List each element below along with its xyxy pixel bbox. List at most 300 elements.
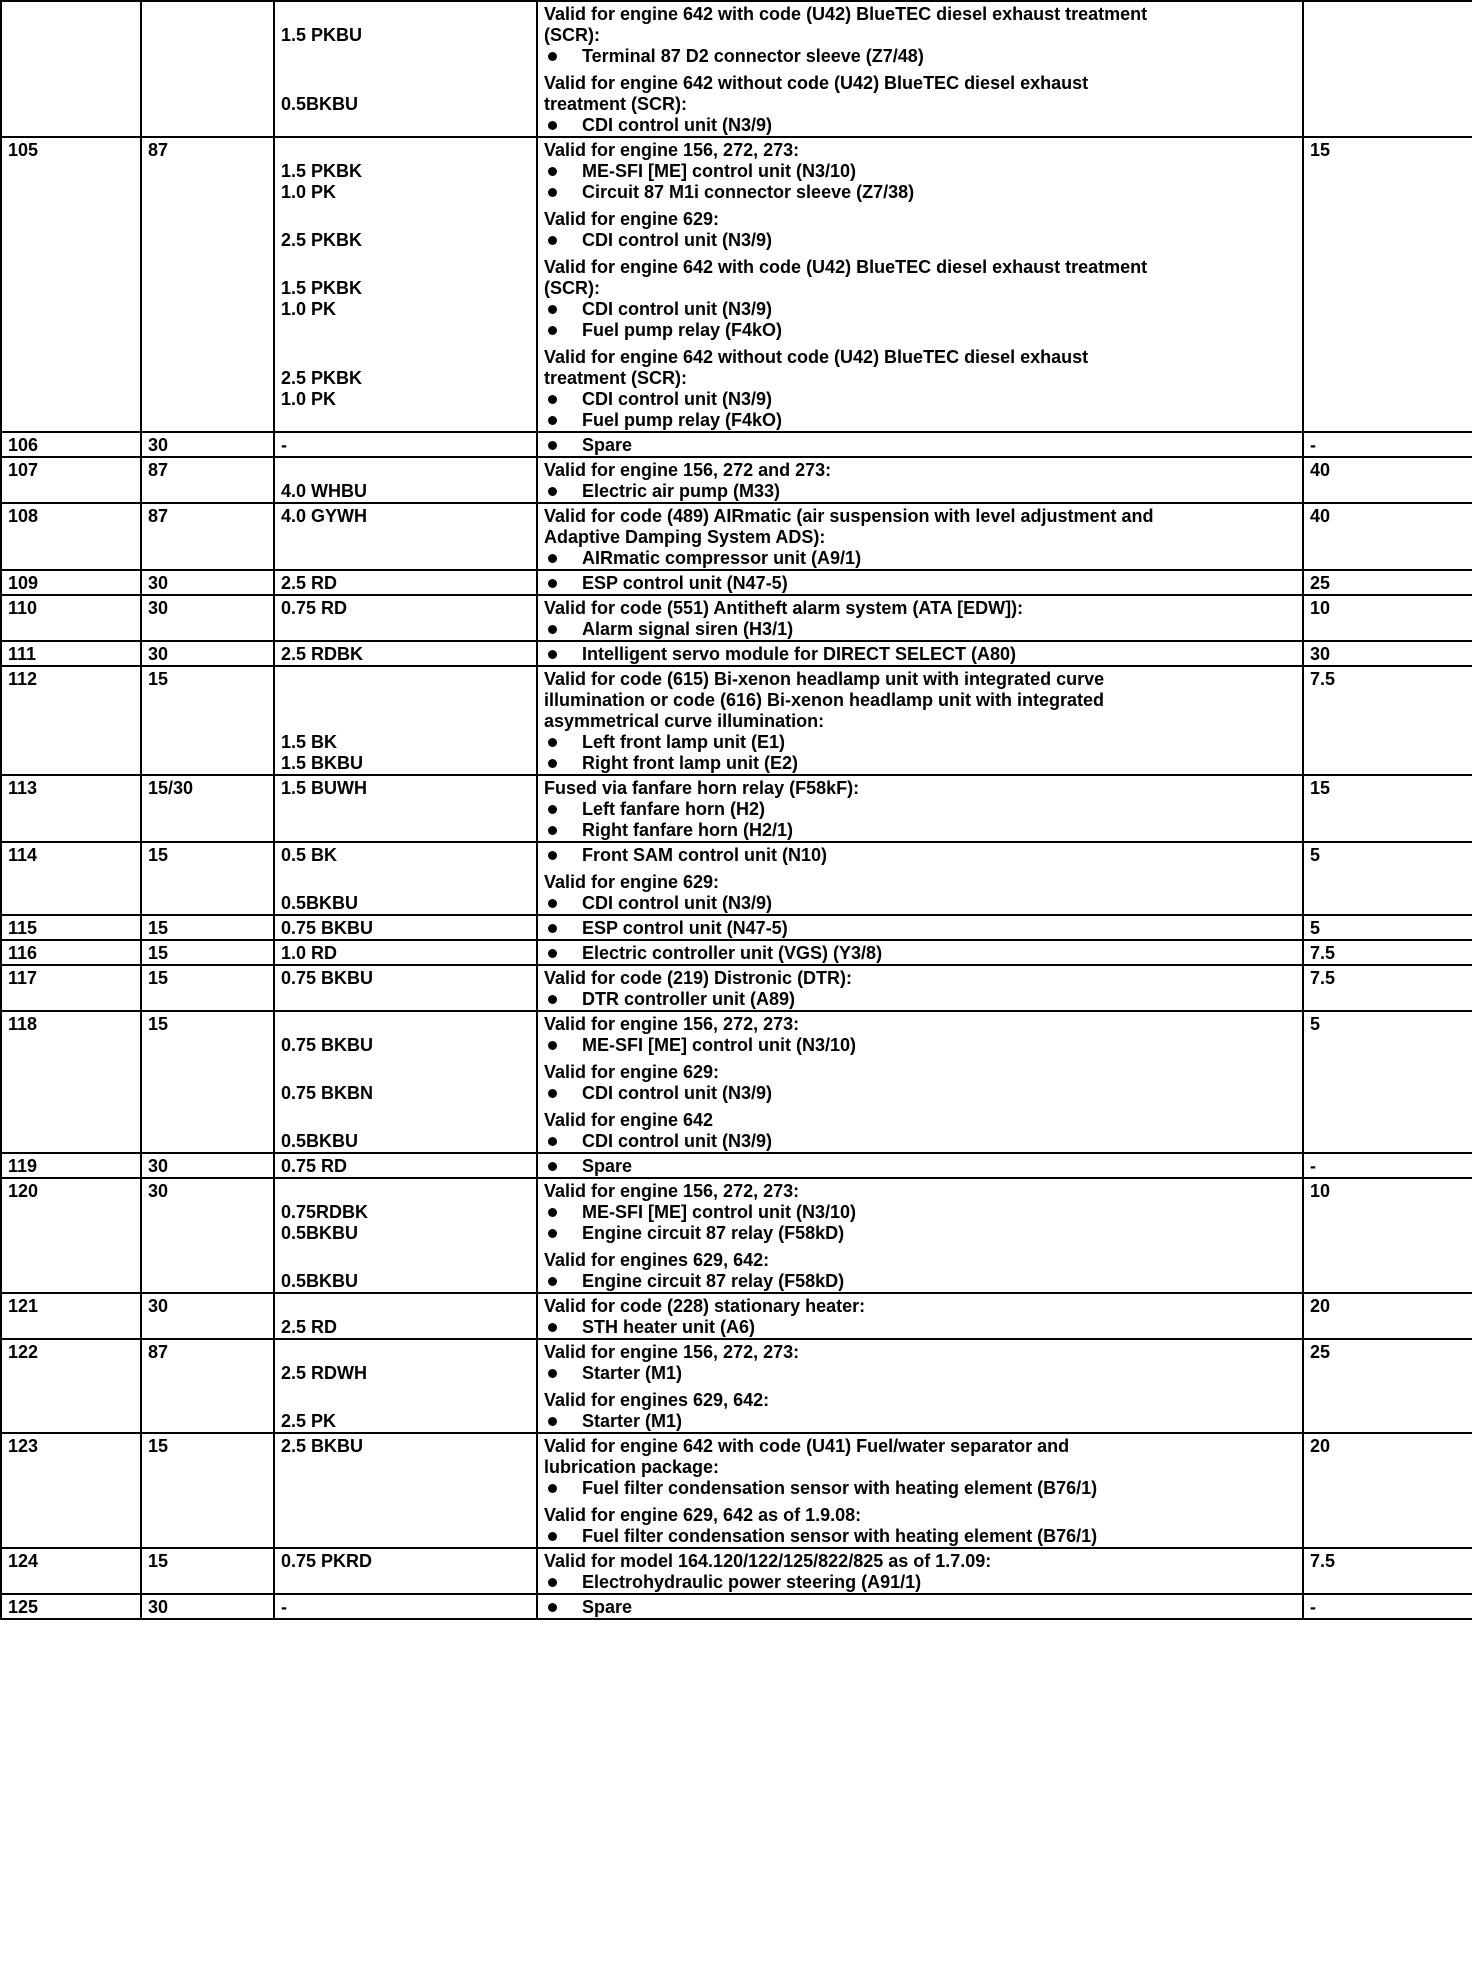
fuse-row [1,1,1472,137]
terminal-cell: 15 [141,842,274,915]
wire-color-cell [274,1339,537,1433]
consumer-label: Electric air pump (M33) [582,481,781,501]
wire-color-cell [274,1433,537,1548]
fuse-number-cell [1,1,141,137]
amperage-cell: 7.5 [1303,1548,1472,1594]
validity-condition: Valid for code (615) Bi-xenon headlamp unit with integrated curve [544,669,1105,689]
consumer-item [544,299,1296,320]
fuse-number-cell: 119 [1,1153,141,1178]
fuse-row [1,1548,1472,1594]
wire-spec [281,4,530,25]
validity-condition: lubrication package: [544,1457,720,1477]
wire-color-cell [274,1293,537,1339]
wire-spec: 0.75 BKBU [281,1035,374,1055]
wire-spec: 0.5BKBU [281,1223,359,1243]
consumer-item [544,161,1296,182]
wire-spec: 1.0 PK [281,182,337,202]
bullet-icon [548,650,557,659]
consumer-label: Left front lamp unit (E1) [582,732,785,752]
fuse-row [1,666,1472,775]
consumer-label: Front SAM control unit (N10) [582,845,827,865]
validity-condition: Valid for engine 156, 272 and 273: [544,460,832,480]
consumer-item [544,435,1296,456]
wire-spec [281,711,530,732]
bullet-icon [548,899,557,908]
consumer-item [544,548,1296,569]
amperage-cell: 30 [1303,641,1472,666]
fuse-row [1,1339,1472,1433]
terminal-cell: 15 [141,1011,274,1153]
wire-color-cell [274,775,537,842]
consumer-label: Spare [582,1597,633,1617]
validity-condition: (SCR): [544,278,600,298]
terminal-cell: 15 [141,940,274,965]
validity-condition: Adaptive Damping System ADS): [544,527,826,547]
terminal-cell: 30 [141,595,274,641]
fuse-row [1,965,1472,1011]
fuse-number-cell: 121 [1,1293,141,1339]
consumer-item [544,389,1296,410]
consumer-item [544,1202,1296,1223]
fuse-row [1,457,1472,503]
consumer-item [544,1411,1296,1432]
consumer-description-cell [537,1,1303,137]
wire-color-cell [274,137,537,432]
amperage-cell: 25 [1303,570,1472,595]
wire-spec [281,1526,530,1547]
bullet-icon [548,1484,557,1493]
wire-spec [281,1110,530,1131]
consumer-label: CDI control unit (N3/9) [582,1131,772,1151]
wire-color-cell [274,457,537,503]
consumer-label: CDI control unit (N3/9) [582,893,772,913]
wire-color-cell [274,503,537,570]
validity-condition: Fused via fanfare horn relay (F58kF): [544,778,860,798]
consumer-label: Circuit 87 M1i connector sleeve (Z7/38) [582,182,915,202]
consumer-description-cell [537,1178,1303,1293]
wire-spec: 2.5 RDWH [281,1363,368,1383]
consumer-label: Electric controller unit (VGS) (Y3/8) [582,943,883,963]
terminal-cell [141,1,274,137]
consumer-item [544,753,1296,774]
bullet-icon [548,1323,557,1332]
wire-spec: 0.75 RD [281,598,348,618]
wire-spec: 1.5 PKBK [281,161,363,181]
validity-condition: Valid for engine 629, 642 as of 1.9.08: [544,1505,862,1525]
consumer-item [544,410,1296,431]
wire-spec: 1.5 PKBU [281,25,363,45]
consumer-label: AIRmatic compressor unit (A9/1) [582,548,862,568]
amperage-cell: 20 [1303,1293,1472,1339]
consumer-description-cell [537,915,1303,940]
wire-color-cell [274,432,537,457]
bullet-icon [548,579,557,588]
fuse-number-cell: 125 [1,1594,141,1619]
consumer-label: Fuel filter condensation sensor with heating element (B76/1) [582,1526,1098,1546]
consumer-label: Terminal 87 D2 connector sleeve (Z7/48) [582,46,924,66]
wire-color-cell [274,595,537,641]
fuse-row [1,940,1472,965]
terminal-cell: 87 [141,457,274,503]
consumer-label: Electrohydraulic power steering (A91/1) [582,1572,922,1592]
bullet-icon [548,1137,557,1146]
validity-condition: Valid for code (489) AIRmatic (air suspension with level adjustment and [544,506,1154,526]
fuse-row [1,1594,1472,1619]
wire-spec [281,548,530,569]
consumer-label: ME-SFI [ME] control unit (N3/10) [582,161,856,181]
wire-spec: 0.5BKBU [281,94,359,114]
terminal-cell: 30 [141,1594,274,1619]
terminal-cell: 15 [141,915,274,940]
consumer-label: Fuel filter condensation sensor with heating element (B76/1) [582,1478,1098,1498]
fuse-row [1,1293,1472,1339]
consumer-item [544,1271,1296,1292]
bullet-icon [548,1208,557,1217]
consumer-item [544,46,1296,67]
wire-spec [281,46,530,67]
wire-spec [281,690,530,711]
wire-spec [281,320,530,341]
consumer-item [544,1317,1296,1338]
amperage-cell: 7.5 [1303,940,1472,965]
bullet-icon [548,1578,557,1587]
validity-condition: Valid for engine 629: [544,872,720,892]
wire-color-cell [274,842,537,915]
amperage-cell [1303,1,1472,137]
consumer-label: Alarm signal siren (H3/1) [582,619,794,639]
consumer-item [544,619,1296,640]
wire-color-cell [274,940,537,965]
amperage-cell: 15 [1303,775,1472,842]
wire-spec [281,669,530,690]
wire-spec: 0.75RDBK [281,1202,369,1222]
wire-spec [281,872,530,893]
bullet-icon [548,1162,557,1171]
bullet-icon [548,52,557,61]
validity-condition: Valid for engine 642 with code (U42) BlueTEC diesel exhaust treatment [544,257,1148,277]
consumer-item [544,820,1296,841]
wire-spec: 1.0 PK [281,389,337,409]
consumer-description-cell [537,1339,1303,1433]
consumer-item [544,1363,1296,1384]
fuse-row [1,595,1472,641]
validity-condition: Valid for engine 629: [544,209,720,229]
wire-spec: 2.5 RDBK [281,644,364,664]
wire-color-cell [274,1594,537,1619]
consumer-item [544,573,1296,594]
consumer-item [544,1156,1296,1177]
amperage-cell: 25 [1303,1339,1472,1433]
validity-condition: Valid for engine 156, 272, 273: [544,1342,800,1362]
consumer-description-cell [537,641,1303,666]
consumer-description-cell [537,965,1303,1011]
wire-spec: 1.5 BKBU [281,753,364,773]
bullet-icon [548,625,557,634]
amperage-cell: 7.5 [1303,666,1472,775]
consumer-item [544,989,1296,1010]
consumer-item [544,1572,1296,1593]
fuse-row [1,1011,1472,1153]
fuse-number-cell: 112 [1,666,141,775]
wire-color-cell [274,915,537,940]
bullet-icon [548,395,557,404]
wire-spec [281,1572,530,1593]
wire-spec: 1.5 BUWH [281,778,368,798]
consumer-item [544,1478,1296,1499]
wire-spec [281,527,530,548]
wire-color-cell [274,666,537,775]
fuse-row [1,432,1472,457]
validity-condition: Valid for engine 156, 272, 273: [544,1014,800,1034]
consumer-description-cell [537,457,1303,503]
terminal-cell: 30 [141,1293,274,1339]
fuse-number-cell: 107 [1,457,141,503]
consumer-description-cell [537,1011,1303,1153]
wire-spec [281,257,530,278]
terminal-cell: 30 [141,1153,274,1178]
consumer-label: Spare [582,435,633,455]
wire-spec: 2.5 PKBK [281,230,363,250]
fuse-row [1,775,1472,842]
fuse-number-cell: 124 [1,1548,141,1594]
validity-condition: Valid for engine 642 [544,1110,714,1130]
consumer-label: Engine circuit 87 relay (F58kD) [582,1271,845,1291]
consumer-label: CDI control unit (N3/9) [582,389,772,409]
consumer-item [544,115,1296,136]
amperage-cell: 20 [1303,1433,1472,1548]
wire-color-cell [274,965,537,1011]
consumer-description-cell [537,842,1303,915]
consumer-label: ME-SFI [ME] control unit (N3/10) [582,1035,856,1055]
consumer-item [544,644,1296,665]
amperage-cell: - [1303,1153,1472,1178]
fuse-number-cell: 116 [1,940,141,965]
wire-spec: 2.5 BKBU [281,1436,364,1456]
consumer-description-cell [537,1433,1303,1548]
consumer-item [544,732,1296,753]
consumer-item [544,943,1296,964]
wire-spec [281,1296,530,1317]
terminal-cell: 30 [141,641,274,666]
consumer-description-cell [537,1548,1303,1594]
consumer-description-cell [537,1153,1303,1178]
consumer-item [544,1035,1296,1056]
amperage-cell: 5 [1303,842,1472,915]
wire-spec: - [281,435,287,455]
wire-spec: 0.75 BKBU [281,968,374,988]
bullet-icon [548,995,557,1004]
wire-spec [281,347,530,368]
consumer-item [544,320,1296,341]
wire-spec [281,73,530,94]
consumer-label: ME-SFI [ME] control unit (N3/10) [582,1202,856,1222]
fuse-number-cell: 114 [1,842,141,915]
terminal-cell: 30 [141,432,274,457]
bullet-icon [548,236,557,245]
amperage-cell: 10 [1303,595,1472,641]
wire-spec [281,460,530,481]
wire-spec: 0.5BKBU [281,1271,359,1291]
fuse-number-cell: 113 [1,775,141,842]
consumer-label: CDI control unit (N3/9) [582,1083,772,1103]
bullet-icon [548,305,557,314]
consumer-description-cell [537,940,1303,965]
bullet-icon [548,416,557,425]
consumer-label: Fuel pump relay (F4kO) [582,320,783,340]
wire-spec [281,115,530,136]
terminal-cell: 30 [141,1178,274,1293]
consumer-label: STH heater unit (A6) [582,1317,756,1337]
wire-spec: 0.75 RD [281,1156,348,1176]
wire-spec: 0.75 BKBU [281,918,374,938]
consumer-item [544,481,1296,502]
bullet-icon [548,924,557,933]
fuse-number-cell: 109 [1,570,141,595]
bullet-icon [548,851,557,860]
wire-spec [281,1062,530,1083]
consumer-item [544,1223,1296,1244]
wire-spec [281,799,530,820]
bullet-icon [548,1089,557,1098]
wire-color-cell [274,641,537,666]
consumer-item [544,230,1296,251]
consumer-label: Right fanfare horn (H2/1) [582,820,794,840]
consumer-description-cell [537,137,1303,432]
bullet-icon [548,1532,557,1541]
fuse-row [1,915,1472,940]
wire-spec [281,1014,530,1035]
fuse-number-cell: 120 [1,1178,141,1293]
wire-spec [281,1390,530,1411]
validity-condition: Valid for model 164.120/122/125/822/825 as of 1.7.09: [544,1551,992,1571]
amperage-cell: - [1303,432,1472,457]
amperage-cell: 5 [1303,1011,1472,1153]
wire-spec: 0.75 PKRD [281,1551,373,1571]
consumer-item [544,918,1296,939]
amperage-cell: - [1303,1594,1472,1619]
consumer-item [544,1131,1296,1152]
wire-spec: 2.5 RD [281,1317,338,1337]
amperage-cell: 15 [1303,137,1472,432]
wire-spec [281,1457,530,1478]
validity-condition: Valid for code (228) stationary heater: [544,1296,866,1316]
bullet-icon [548,1041,557,1050]
validity-condition: treatment (SCR): [544,94,688,114]
wire-spec: 0.5 BK [281,845,338,865]
bullet-icon [548,1603,557,1612]
bullet-icon [548,554,557,563]
bullet-icon [548,949,557,958]
consumer-item [544,845,1296,866]
consumer-label: ESP control unit (N47-5) [582,573,788,593]
terminal-cell: 15 [141,965,274,1011]
validity-condition: Valid for engine 642 with code (U42) BlueTEC diesel exhaust treatment [544,4,1148,24]
wire-color-cell [274,570,537,595]
bullet-icon [548,167,557,176]
validity-condition: (SCR): [544,25,600,45]
consumer-label: Left fanfare horn (H2) [582,799,766,819]
consumer-label: Fuel pump relay (F4kO) [582,410,783,430]
validity-condition: Valid for engine 642 without code (U42) BlueTEC diesel exhaust [544,73,1089,93]
consumer-description-cell [537,775,1303,842]
consumer-label: ESP control unit (N47-5) [582,918,788,938]
wire-spec: 2.5 PKBK [281,368,363,388]
consumer-label: CDI control unit (N3/9) [582,115,772,135]
wire-spec [281,140,530,161]
amperage-cell: 10 [1303,1178,1472,1293]
terminal-cell: 87 [141,503,274,570]
bullet-icon [548,188,557,197]
consumer-description-cell [537,432,1303,457]
validity-condition: Valid for engines 629, 642: [544,1390,770,1410]
bullet-icon [548,1369,557,1378]
amperage-cell: 40 [1303,457,1472,503]
validity-condition: Valid for code (551) Antitheft alarm system (ATA [EDW]): [544,598,1024,618]
validity-condition: Valid for engine 642 without code (U42) BlueTEC diesel exhaust [544,347,1089,367]
wire-spec [281,820,530,841]
amperage-cell: 7.5 [1303,965,1472,1011]
fuse-number-cell: 115 [1,915,141,940]
consumer-item [544,1597,1296,1618]
wire-spec [281,1181,530,1202]
consumer-label: CDI control unit (N3/9) [582,299,772,319]
fuse-row [1,641,1472,666]
wire-color-cell [274,1153,537,1178]
validity-condition: Valid for engine 156, 272, 273: [544,140,800,160]
consumer-description-cell [537,666,1303,775]
consumer-description-cell [537,503,1303,570]
terminal-cell: 15 [141,1548,274,1594]
fuse-number-cell: 110 [1,595,141,641]
bullet-icon [548,738,557,747]
wire-spec: 0.5BKBU [281,893,359,913]
fuse-row [1,1433,1472,1548]
bullet-icon [548,805,557,814]
consumer-label: DTR controller unit (A89) [582,989,796,1009]
fuse-row [1,842,1472,915]
wire-spec [281,1342,530,1363]
wire-spec [281,619,530,640]
consumer-item [544,893,1296,914]
wire-spec [281,989,530,1010]
wire-spec: 4.0 WHBU [281,481,368,501]
wire-spec: 2.5 RD [281,573,338,593]
wire-color-cell [274,1,537,137]
validity-condition: Valid for engine 156, 272, 273: [544,1181,800,1201]
fuse-number-cell: 117 [1,965,141,1011]
wire-spec: 1.5 PKBK [281,278,363,298]
consumer-label: CDI control unit (N3/9) [582,230,772,250]
validity-condition: Valid for engine 629: [544,1062,720,1082]
bullet-icon [548,759,557,768]
fuse-number-cell: 108 [1,503,141,570]
terminal-cell: 15 [141,666,274,775]
fuse-number-cell: 105 [1,137,141,432]
consumer-item [544,799,1296,820]
bullet-icon [548,1277,557,1286]
wire-spec [281,410,530,431]
terminal-cell: 15 [141,1433,274,1548]
wire-color-cell [274,1548,537,1594]
validity-condition: Valid for engines 629, 642: [544,1250,770,1270]
fuse-row [1,137,1472,432]
bullet-icon [548,1417,557,1426]
terminal-cell: 87 [141,137,274,432]
validity-condition: Valid for engine 642 with code (U41) Fuel/water separator and [544,1436,1070,1456]
bullet-icon [548,1229,557,1238]
fuse-table-body [1,1,1472,1619]
fuse-row [1,1178,1472,1293]
